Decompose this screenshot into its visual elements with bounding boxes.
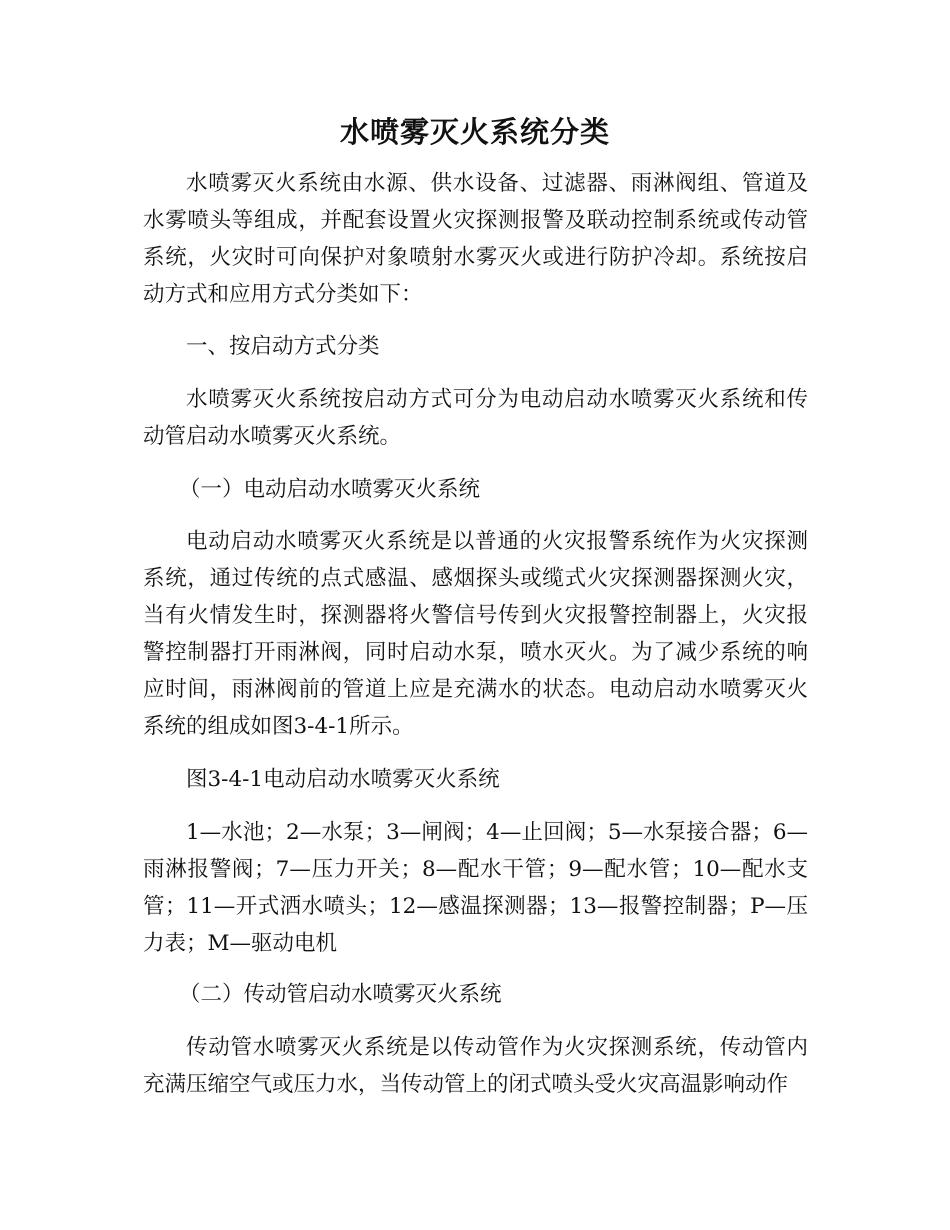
document-title: 水喷雾灭火系统分类 bbox=[339, 115, 610, 149]
figure-caption: 图3-4-1电动启动水喷雾灭火系统 bbox=[186, 767, 500, 792]
subsection-heading-electric: （一）电动启动水喷雾灭火系统 bbox=[179, 477, 481, 502]
subsection-heading-transmission: （二）传动管启动水喷雾灭火系统 bbox=[179, 982, 502, 1007]
section-heading-startup: 一、按启动方式分类 bbox=[186, 334, 380, 359]
figure-legend: 1—水池；2—水泵；3—闸阀；4—止回阀；5—水泵接合器；6—雨淋报警阀；7—压力开关；8—配水干管；9—配水管；10—配水支管；11—开式洒水喷头；12—感温探测器；13—报警控制器；P—压力表；M—驱动电机 bbox=[143, 820, 808, 956]
subsection-paragraph-electric: 电动启动水喷雾灭火系统是以普通的火灾报警系统作为火灾探测系统，通过传统的点式感温、感烟探头或缆式火灾探测器探测火灾，当有火情发生时，探测器将火警信号传到火灾报警控制器上，火灾报警控制器打开雨淋阀，同时启动水泵，喷水灭火。为了减少系统的响应时间，雨淋阀前的管道上应是充满水的状态。电动启动水喷雾灭火系统的组成如图3-4-1所示。 bbox=[143, 529, 808, 739]
intro-paragraph: 水喷雾灭火系统由水源、供水设备、过滤器、雨淋阀组、管道及水雾喷头等组成，并配套设置火灾探测报警及联动控制系统或传动管系统，火灾时可向保护对象喷射水雾灭火或进行防护冷却。系统按启动方式和应用方式分类如下： bbox=[143, 171, 808, 307]
subsection-paragraph-transmission: 传动管水喷雾灭火系统是以传动管作为火灾探测系统，传动管内充满压缩空气或压力水，当传动管上的闭式喷头受火灾高温影响动作 bbox=[143, 1035, 808, 1097]
section-paragraph-startup: 水喷雾灭火系统按启动方式可分为电动启动水喷雾灭火系统和传动管启动水喷雾灭火系统。 bbox=[143, 387, 808, 449]
